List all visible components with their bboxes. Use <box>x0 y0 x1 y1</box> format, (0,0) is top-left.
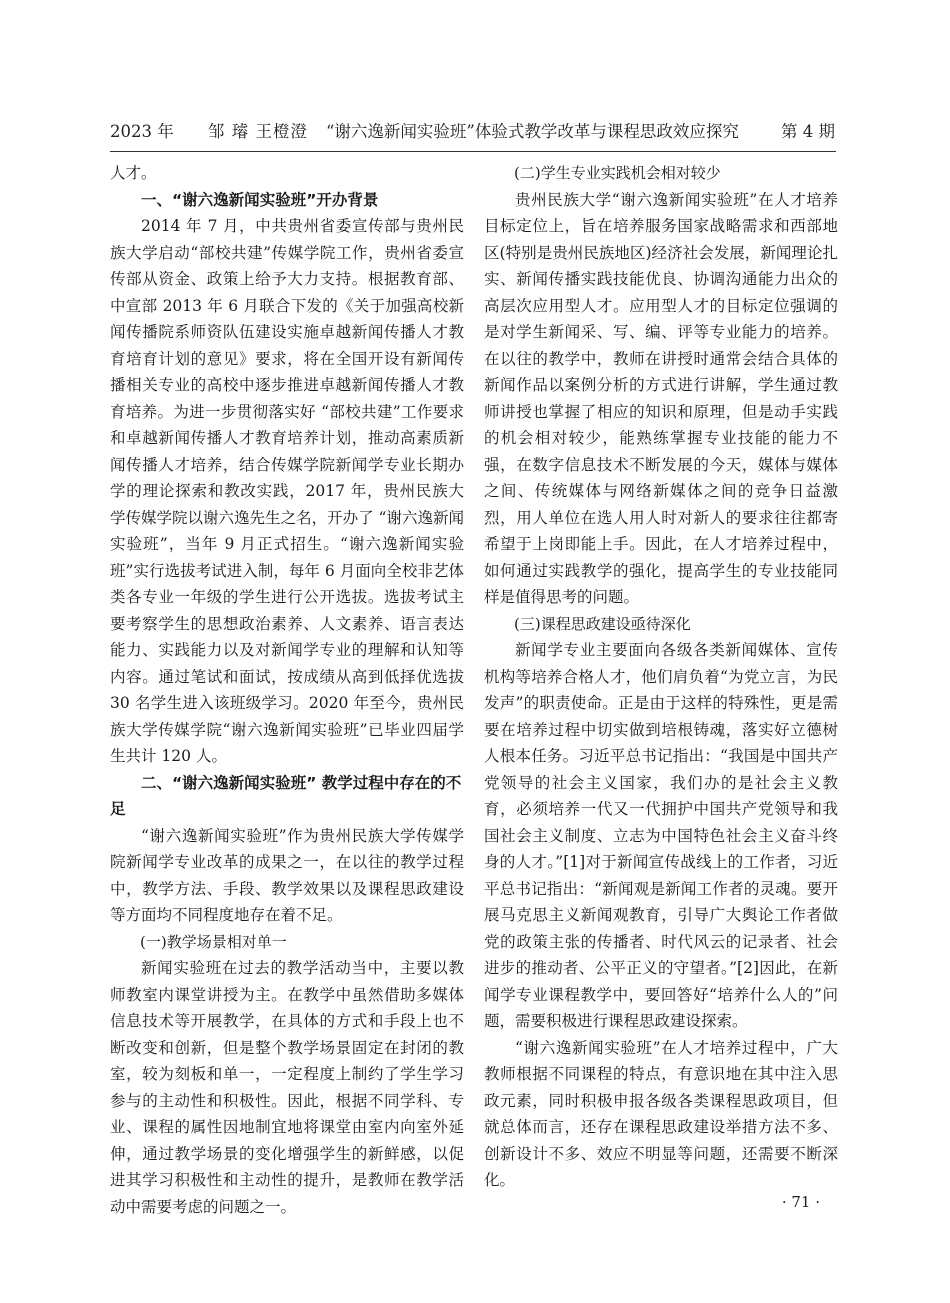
subsection-heading-2: (二)学生专业实践机会相对较少 <box>514 164 721 182</box>
left-column <box>110 160 464 1220</box>
running-header <box>110 118 835 144</box>
right-column <box>484 160 838 1194</box>
paragraph: “谢六逸新闻实验班”在人才培养过程中，广大教师根据不同课程的特点，有意识地在其中注入思政元素，同时积极申报各级各类课程思政项目，但就总体而言，还存在课程思政建设举措方法不多、创新设计不多、效应不明显等问题，还需要不断深化。 <box>484 1038 838 1189</box>
header-year: 2023 年 <box>110 122 174 141</box>
page-number: · 71 · <box>781 1193 820 1211</box>
paragraph: 新闻学专业主要面向各级各类新闻媒体、宣传机构等培养合格人才，他们肩负着“为党立言，为民发声”的职责使命。正是由于这样的特殊性，更是需要在培养过程中切实做到培根铸魂，落实好立德树人根本任务。习近平总书记指出：“我国是中国共产党领导的社会主义国家，我们办的是社会主义教育，必须培养一代又一代拥护中国共产党领导和我国社会主义制度、立志为中国特色社会主义奋斗终身的人才。”[1]对于新闻宣传战线上的工作者，习近平总书记指出：“新闻观是新闻工作者的灵魂。要开展马克思主义新闻观教育，引导广大舆论工作者做党的政策主张的传播者、时代风云的记录者、社会进步的推动者、公平正义的守望者。”[2]因此，在新闻学专业课程教学中，要回答好“培养什么人的”问题，需要积极进行课程思政建设探索。 <box>484 641 838 1030</box>
header-rule <box>110 151 836 152</box>
paragraph: 贵州民族大学“谢六逸新闻实验班”在人才培养目标定位上，旨在培养服务国家战略需求和西部地区(特别是贵州民族地区)经济社会发展，新闻理论扎实、新闻传播实践技能优良、协调沟通能力出众的高层次应用型人才。应用型人才的目标定位强调的是对学生新闻采、写、编、评等专业能力的培养。在以往的教学中，教师在讲授时通常会结合具体的新闻作品以案例分析的方式进行讲解，学生通过教师讲授也掌握了相应的知识和原理，但是动手实践的机会相对较少，能熟练掌握专业技能的能力不强，在数字信息技术不断发展的今天，媒体与媒体之间、传统媒体与网络新媒体之间的竞争日益激烈，用人单位在选人用人时对新人的要求往往都寄希望于上岗即能上手。因此，在人才培养过程中，如何通过实践教学的强化，提高学生的专业技能同样是值得思考的问题。 <box>484 190 838 606</box>
section-heading-1: 一、“谢六逸新闻实验班”开办背景 <box>141 190 379 209</box>
header-authors: 邹 璿 王橙澄 <box>208 122 308 141</box>
subsection-heading-1: (一)教学场景相对单一 <box>140 932 287 951</box>
section-heading-2: 二、“谢六逸新闻实验班” 教学过程中存在的不足 <box>110 773 462 818</box>
subsection-heading-3: (三)课程思政建设亟待深化 <box>514 614 691 633</box>
paragraph: “谢六逸新闻实验班”作为贵州民族大学传媒学院新闻学专业改革的成果之一，在以往的教学过程中，教学方法、手段、教学效果以及课程思政建设等方面均不同程度地存在着不足。 <box>110 826 464 924</box>
paragraph: 人才。 <box>110 164 157 182</box>
header-title: “谢六逸新闻实验班”体验式教学改革与课程思政效应探究 <box>326 122 739 141</box>
header-issue: 第 4 期 <box>781 122 835 141</box>
paragraph: 新闻实验班在过去的教学活动当中，主要以教师教室内课堂讲授为主。在教学中虽然借助多媒体信息技术等开展教学，在具体的方式和手段上也不断改变和创新，但是整个教学场景固定在封闭的教室，较为刻板和单一，一定程度上制约了学生学习参与的主动性和积极性。因此，根据不同学科、专业、课程的属性因地制宜地将课堂由室内向室外延伸，通过教学场景的变化增强学生的新鲜感，以促进其学习积极性和主动性的提升，是教师在教学活动中需要考虑的问题之一。 <box>110 959 464 1216</box>
paragraph: 2014 年 7 月，中共贵州省委宣传部与贵州民族大学启动“部校共建”传媒学院工作，贵州省委宣传部从资金、政策上给予大力支持。根据教育部、中宣部 2013 年 6 月联合下发的《关于加强高校新闻传播院系师资队伍建设实施卓越新闻传播人才教育培育计划的意见》要求，将在全国开设有新闻传播相关专业的高校中逐步推进卓越新闻传播人才教育培养。为进一步贯彻落实好 “部校共建”工作要求和卓越新闻传播人才教育培养计划，推动高素质新闻传播人才培养，结合传媒学院新闻学专业长期办学的理论探索和教改实践，2017 年，贵州民族大学传媒学院以谢六逸先生之名，开办了 “谢六逸新闻实验班”，当年 9 月正式招生。“谢六逸新闻实验班”实行选拔考试进入制，每年 6 月面向全校非艺体类各专业一年级的学生进行公开选拔。选拔考试主要考察学生的思想政治素养、人文素养、语言表达能力、实践能力以及对新闻学专业的理解和认知等内容。通过笔试和面试，按成绩从高到低择优选拔 30 名学生进入该班级学习。2020 年至今，贵州民族大学传媒学院“谢六逸新闻实验班”已毕业四届学生共计 120 人。 <box>110 217 464 765</box>
